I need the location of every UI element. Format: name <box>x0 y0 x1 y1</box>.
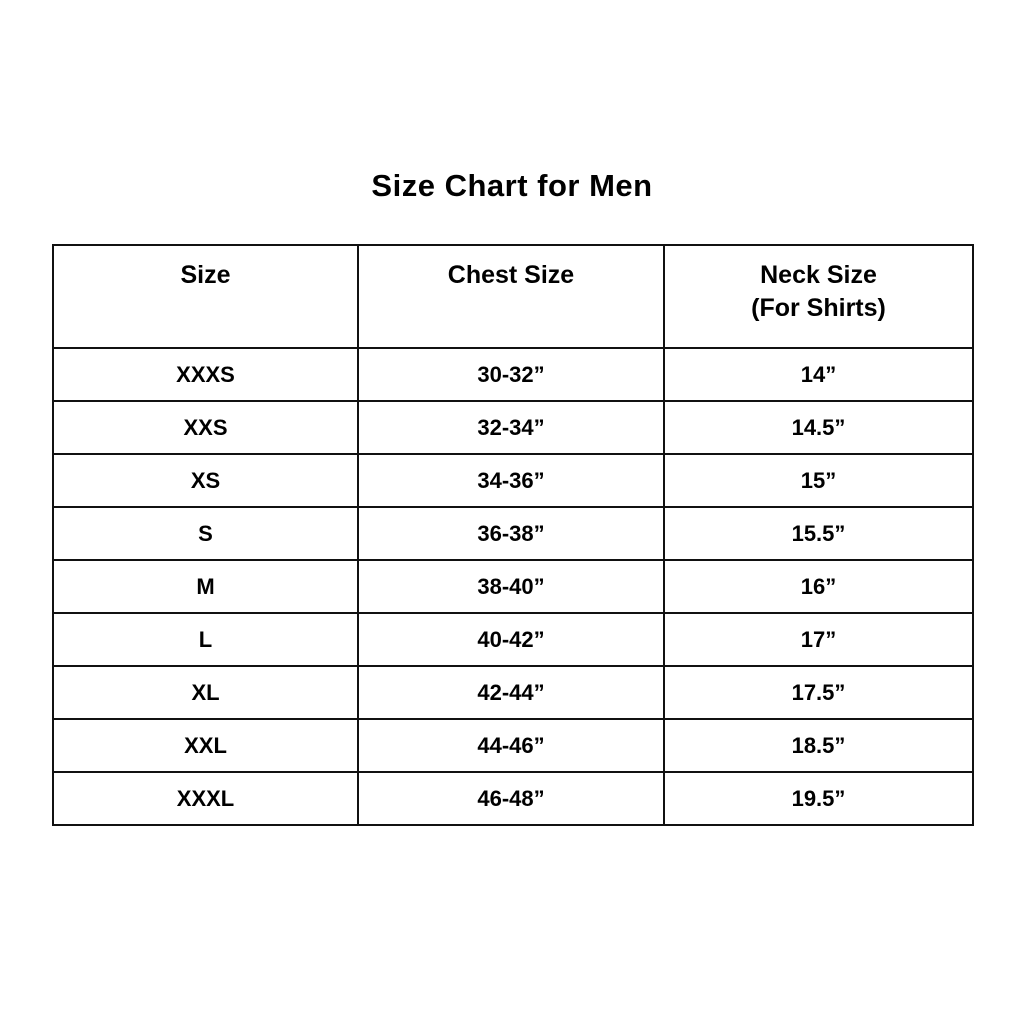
cell-size: XXXL <box>53 772 358 825</box>
cell-chest: 42-44” <box>358 666 664 719</box>
cell-size: XL <box>53 666 358 719</box>
table-row <box>53 666 973 719</box>
cell-neck: 17” <box>664 613 973 666</box>
header-size: Size <box>53 245 358 348</box>
cell-chest: 44-46” <box>358 719 664 772</box>
cell-size: S <box>53 507 358 560</box>
table-row <box>53 719 973 772</box>
cell-size: XXS <box>53 401 358 454</box>
header-neck <box>664 245 973 348</box>
header-chest: Chest Size <box>358 245 664 348</box>
cell-chest: 32-34” <box>358 401 664 454</box>
cell-size: XS <box>53 454 358 507</box>
header-neck-line2: (For Shirts) <box>751 294 886 322</box>
cell-chest: 36-38” <box>358 507 664 560</box>
table-row <box>53 454 973 507</box>
page-title: Size Chart for Men <box>371 168 653 203</box>
table-row <box>53 772 973 825</box>
cell-size: L <box>53 613 358 666</box>
cell-neck: 14.5” <box>664 401 973 454</box>
table-row <box>53 348 973 401</box>
size-chart-table <box>52 244 974 826</box>
cell-chest: 34-36” <box>358 454 664 507</box>
header-row <box>53 245 973 348</box>
cell-size: XXL <box>53 719 358 772</box>
cell-neck: 15” <box>664 454 973 507</box>
table-row <box>53 507 973 560</box>
cell-size: XXXS <box>53 348 358 401</box>
table-row <box>53 560 973 613</box>
cell-chest: 46-48” <box>358 772 664 825</box>
cell-chest: 38-40” <box>358 560 664 613</box>
cell-neck: 16” <box>664 560 973 613</box>
cell-neck: 18.5” <box>664 719 973 772</box>
cell-chest: 30-32” <box>358 348 664 401</box>
cell-neck: 15.5” <box>664 507 973 560</box>
cell-neck: 14” <box>664 348 973 401</box>
cell-neck: 19.5” <box>664 772 973 825</box>
cell-size: M <box>53 560 358 613</box>
cell-chest: 40-42” <box>358 613 664 666</box>
header-neck-line1: Neck Size <box>760 261 877 289</box>
table-row <box>53 613 973 666</box>
cell-neck: 17.5” <box>664 666 973 719</box>
table-row <box>53 401 973 454</box>
